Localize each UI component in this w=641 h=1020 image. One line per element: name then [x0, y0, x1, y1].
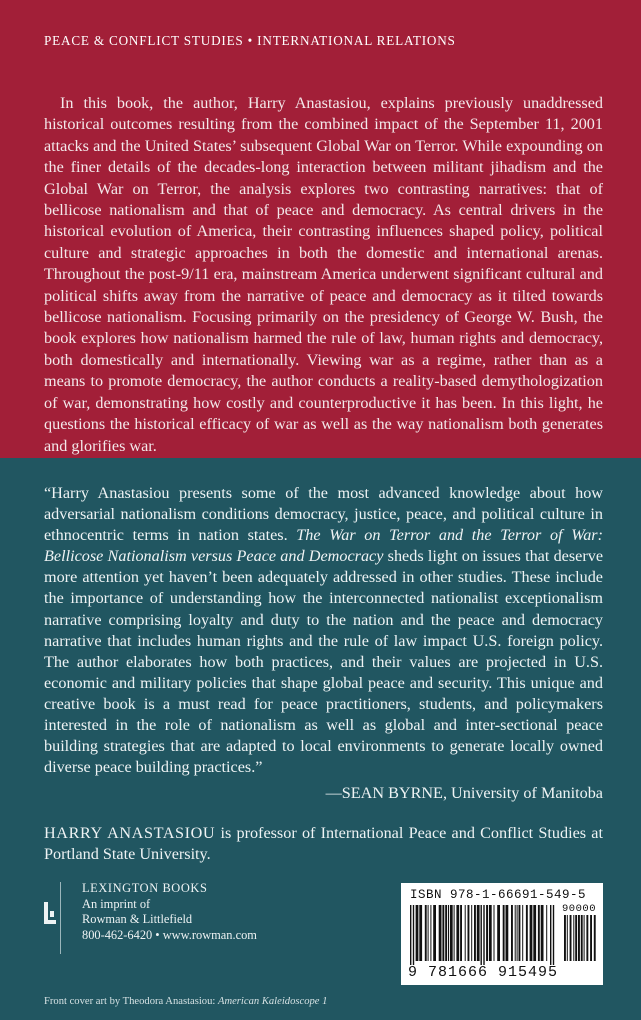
- barcode-bar: [575, 915, 577, 961]
- barcode-bar: [445, 905, 447, 961]
- category-line: PEACE & CONFLICT STUDIES • INTERNATIONAL RELATIONS: [44, 33, 456, 48]
- barcode-bar: [573, 915, 574, 961]
- barcode-bar: [413, 905, 414, 965]
- barcode-bar: [546, 905, 547, 961]
- author-name: HARRY ANASTASIOU: [44, 824, 216, 842]
- barcode-bar: [584, 915, 585, 961]
- barcode-bar: [416, 905, 419, 961]
- author-bio-text: is professor of International Peace and Conflict Studies at Portland State University.: [44, 824, 603, 863]
- barcode-bar: [570, 915, 572, 961]
- barcode-bar: [465, 905, 466, 961]
- barcode-bar: [581, 915, 583, 961]
- barcode-bar: [515, 905, 516, 961]
- barcode-bar: [533, 905, 536, 961]
- endorsement-book-title: The War on Terror and the Terror of War: Bellicose Nationalism versus Peace and Democracy: [44, 526, 603, 566]
- publisher-block: [82, 881, 302, 943]
- barcode-bar: [530, 905, 533, 961]
- publisher-divider: [60, 882, 61, 954]
- cover-credit-prefix: Front cover art by Theodora Anastasiou:: [44, 996, 218, 1007]
- barcode-bar: [456, 905, 459, 961]
- barcode-bar: [433, 905, 436, 961]
- barcode-bar: [425, 905, 427, 961]
- barcode-bar: [586, 915, 588, 961]
- barcode-bar: [430, 905, 431, 961]
- lexington-books-logo-icon: [44, 902, 56, 924]
- isbn-label: ISBN 978-1-66691-549-5: [410, 888, 587, 902]
- barcode-ean-digits: 9 781666 915495: [408, 964, 559, 981]
- barcode-bar: [410, 905, 411, 965]
- barcode-bar: [428, 905, 429, 961]
- publisher-name: LEXINGTON BOOKS: [82, 881, 208, 895]
- barcode-bar: [483, 905, 484, 965]
- barcode-bar: [448, 905, 449, 961]
- barcode-bar: [489, 905, 492, 961]
- barcode-bar: [450, 905, 453, 961]
- barcode-bar: [442, 905, 444, 961]
- publisher-parent: Rowman & Littlefield: [82, 912, 193, 927]
- barcode-bar: [497, 905, 500, 961]
- barcode-bar: [517, 905, 518, 961]
- cover-art-title: American Kaleidoscope 1: [217, 996, 328, 1007]
- barcode-bar: [468, 905, 470, 961]
- barcode-addon-digits: 90000: [562, 903, 597, 915]
- publisher-contact: 800-462-6420 • www.rowman.com: [82, 927, 257, 942]
- endorsement-quote: [44, 483, 603, 778]
- cover-art-credit: [44, 996, 327, 1007]
- barcode-bar: [526, 905, 528, 961]
- barcode-bar: [481, 905, 482, 965]
- author-bio: [44, 823, 603, 865]
- endorsement-attribution: —SEAN BYRNE, University of Manitoba: [325, 784, 603, 802]
- barcode-bar: [564, 915, 566, 961]
- barcode-bar: [460, 905, 462, 961]
- barcode-bar: [594, 915, 596, 961]
- book-description: In this book, the author, Harry Anastasiou, explains previously unaddressed historical outcomes resulting from the combined impact of the September 11, 2001 attacks and the United States’ subsequent Global War on Terror. While expounding on the finer details of the decades-long interaction between militant jihadism and the Global War on Terror, the analysis explores two contrasting narratives: that of bellicose nationalism and that of peace and democracy. As central drivers in the historical evolution of America, their contrasting influences shaped policy, political culture and strategic approaches in both the domestic and international arenas. Throughout the post-9/11 era, mainstream America underwent significant cultural and political shifts away from the narrative of peace and democracy as it tilted towards bellicose nationalism. Focusing primarily on the presidency of George W. Bush, the book explores how nationalism harmed the rule of law, human rights and democracy, both domestically and internationally. Viewing war as a regime, rather than as a means to promote democracy, the author conducts a reality-based demythologization of war, demonstrating how costly and counterproductive it has been. In this light, he questions the historical efficacy of war as well as the way nationalism both generates and glorifies war.: [44, 94, 603, 455]
- barcode-bar: [439, 905, 442, 961]
- barcode-bar: [567, 915, 568, 961]
- barcode-bar: [486, 905, 488, 961]
- barcode-bar: [578, 915, 580, 961]
- endorsement-text-start: “Harry Anastasiou presents some of the most advanced knowledge about how adversarial nationalism conditions democracy, justice, peace, and political culture in ethnocentric terms in nation states.: [44, 484, 603, 545]
- barcode-bar: [471, 905, 472, 961]
- barcode-bar: [511, 905, 513, 961]
- barcode-bar: [454, 905, 455, 961]
- barcode-bar: [550, 905, 551, 965]
- barcode-bar: [494, 905, 495, 961]
- barcode-bar: [506, 905, 509, 961]
- barcode-bar: [477, 905, 480, 961]
- barcode-bar: [522, 905, 523, 961]
- barcode-bar: [553, 905, 554, 965]
- barcode-bar: [590, 915, 592, 961]
- barcode-bar: [419, 905, 422, 961]
- barcode-bar: [538, 905, 540, 961]
- endorsement-text-end: sheds light on issues that deserve more attention yet haven’t been adequately addressed in other studies. These include the importance of understanding how the interconnected nationalist exceptionalism narrative comprising loyalty and duty to the nation and the peace and democracy narrative that includes human rights and the rule of law impact U.S. foreign policy. The author elaborates how both practices, and their values are projected in U.S. economic and military policies that shape global peace and security. This unique and creative book is a must read for peace practitioners, students, and policymakers interested in the role of nationalism as well as global and inter-sectional peace building strategies that are adapted to local environments to generate locally owned diverse peace building practices.”: [44, 547, 604, 777]
- barcode-bar: [541, 905, 544, 961]
- barcode-bar: [503, 905, 505, 961]
- publisher-imprint-of: An imprint of: [82, 896, 151, 911]
- barcode-bar: [474, 905, 476, 961]
- barcode-bar: [519, 905, 521, 961]
